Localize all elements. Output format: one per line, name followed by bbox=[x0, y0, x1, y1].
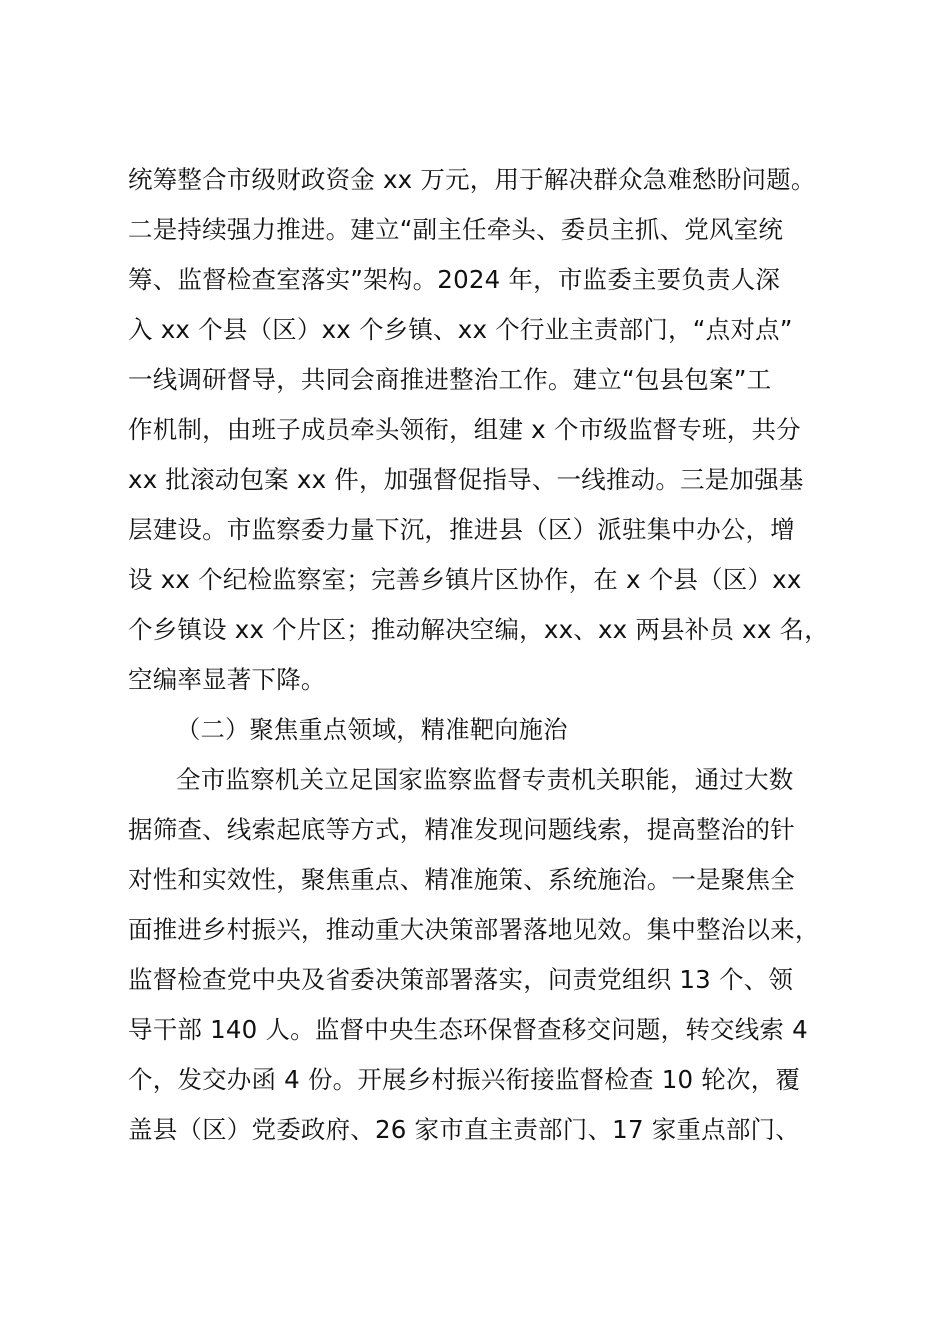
text-line: 面推进乡村振兴，推动重大决策部署落地见效。集中整治以来， bbox=[128, 915, 820, 944]
text-line: 设 xx 个纪检监察室；完善乡镇片区协作，在 x 个县（区）xx bbox=[128, 565, 802, 594]
text-line: 二是持续强力推进。建立“副主任牵头、委员主抓、党风室统 bbox=[128, 215, 784, 244]
text-line: 盖县（区）党委政府、26 家市直主责部门、17 家重点部门、 bbox=[128, 1115, 800, 1144]
text-line: 空编率显著下降。 bbox=[128, 665, 326, 694]
text-line: 全市监察机关立足国家监察监督专责机关职能，通过大数 bbox=[176, 765, 794, 794]
section-heading: （二）聚焦重点领域，精准靶向施治 bbox=[176, 715, 568, 744]
text-line: 监督检查党中央及省委决策部署落实，问责党组织 13 个、领 bbox=[128, 965, 794, 994]
text-line: 一线调研督导，共同会商推进整治工作。建立“包县包案”工 bbox=[128, 365, 772, 394]
text-line: 对性和实效性，聚焦重点、精准施策、系统施治。一是聚焦全 bbox=[128, 865, 795, 894]
text-line: 统筹整合市级财政资金 xx 万元，用于解决群众急难愁盼问题。 bbox=[128, 165, 816, 194]
text-line: xx 批滚动包案 xx 件，加强督促指导、一线推动。三是加强基 bbox=[128, 465, 804, 494]
text-line: 个，发交办函 4 份。开展乡村振兴衔接监督检查 10 轮次，覆 bbox=[128, 1065, 801, 1094]
text-line: 层建设。市监察委力量下沉，推进县（区）派驻集中办公，增 bbox=[128, 515, 795, 544]
text-line: 入 xx 个县（区）xx 个乡镇、xx 个行业主责部门，“点对点” bbox=[128, 315, 793, 344]
text-line: 据筛查、线索起底等方式，精准发现问题线索，提高整治的针 bbox=[128, 815, 795, 844]
text-line: 筹、监督检查室落实”架构。2024 年，市监委主要负责人深 bbox=[128, 265, 781, 294]
text-line: 作机制，由班子成员牵头领衔，组建 x 个市级监督专班，共分 bbox=[128, 415, 801, 444]
text-line: 个乡镇设 xx 个片区；推动解决空编，xx、xx 两县补员 xx 名， bbox=[128, 615, 829, 644]
text-line: 导干部 140 人。监督中央生态环保督查移交问题，转交线索 4 bbox=[128, 1015, 808, 1044]
